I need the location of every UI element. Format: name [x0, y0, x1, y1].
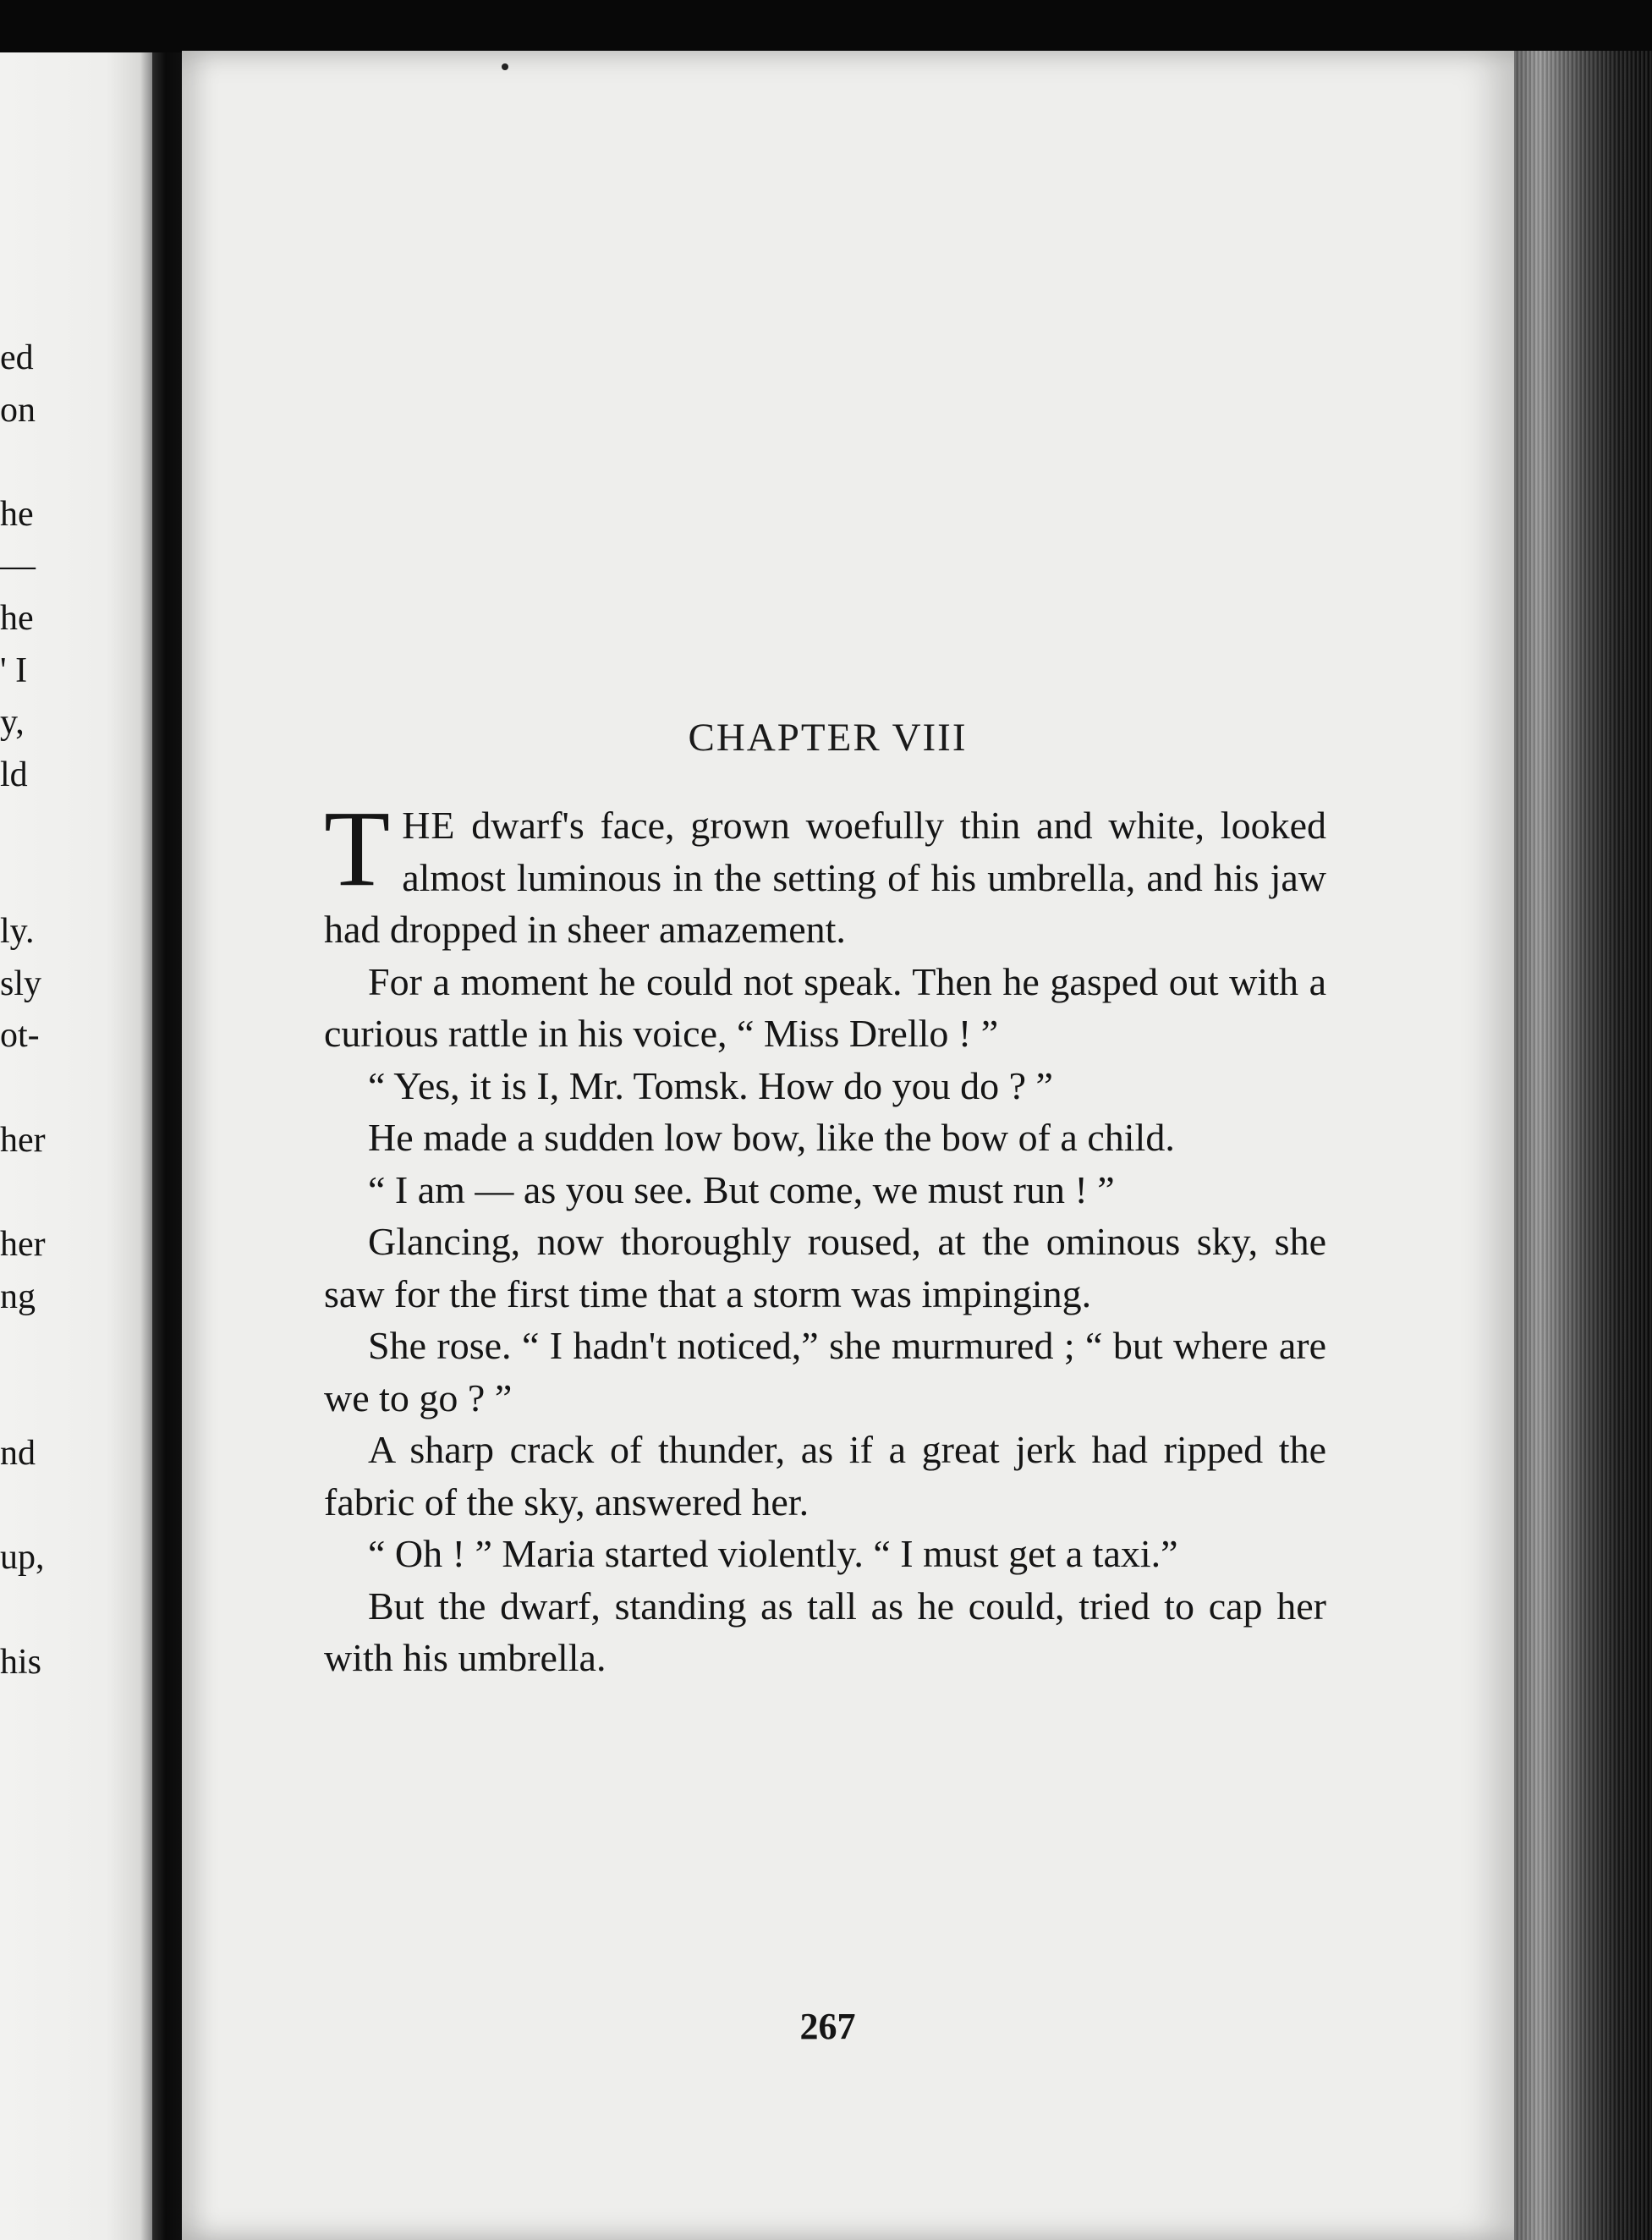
- paragraph: “ Oh ! ” Maria started violently. “ I must get a taxi.”: [368, 1532, 1178, 1575]
- left-facing-page: [0, 52, 152, 2240]
- opening-text: dwarf's face, grown woefully thin and white, looked almost luminous in the setting of his umbrella, and his jaw had dropped in sheer amazement.: [324, 804, 1326, 951]
- left-page-fragment: her: [0, 1225, 46, 1264]
- paragraph: He made a sudden low bow, like the bow of a child.: [368, 1116, 1175, 1159]
- paragraph: “ Yes, it is I, Mr. Tomsk. How do you do ? ”: [368, 1063, 1053, 1107]
- left-page-fragment: his: [0, 1643, 42, 1682]
- opening-word: HE: [402, 804, 456, 847]
- left-page-fragment: on: [0, 391, 36, 430]
- left-page-fragment: y,: [0, 703, 25, 742]
- left-page-fragment: ld: [0, 755, 28, 794]
- ink-speck: [502, 63, 508, 70]
- left-page-fragment: —: [0, 546, 36, 585]
- opening-paragraph: [324, 788, 1326, 956]
- drop-cap: T: [324, 788, 391, 909]
- paragraph: For a moment he could not speak. Then he gasped out with a curious rattle in his voice, “ Miss Drello ! ”: [324, 959, 1326, 1055]
- left-page-fragment: her: [0, 1121, 46, 1160]
- chapter-heading: CHAPTER VIII: [688, 716, 968, 760]
- left-page-fragment: sly: [0, 964, 42, 1003]
- left-page-fragment: ot-: [0, 1016, 40, 1055]
- paragraph: A sharp crack of thunder, as if a great jerk had ripped the fabric of the sky, answered her.: [324, 1428, 1326, 1524]
- page-number: 267: [799, 2006, 856, 2047]
- left-page-fragment: ed: [0, 338, 34, 377]
- left-page-fragment: he: [0, 599, 34, 638]
- left-page-fragment: he: [0, 495, 34, 534]
- paragraph: She rose. “ I hadn't noticed,” she murmured ; “ but where are we to go ? ”: [324, 1324, 1326, 1419]
- left-page-fragment: ' I: [0, 651, 28, 690]
- left-page-fragment: up,: [0, 1538, 45, 1577]
- paragraph: Glancing, now thoroughly roused, at the ominous sky, she saw for the first time that a storm was impinging.: [324, 1220, 1326, 1315]
- paragraph: “ I am — as you see. But come, we must run ! ”: [368, 1167, 1115, 1211]
- page-edges: [1514, 51, 1652, 2240]
- left-page-fragment: nd: [0, 1434, 36, 1473]
- left-page-fragment: ly.: [0, 912, 35, 951]
- body-text: [324, 788, 1326, 1684]
- book-gutter: [152, 52, 186, 2240]
- paragraph: But the dwarf, standing as tall as he could, tried to cap her with his umbrella.: [324, 1584, 1326, 1679]
- left-page-fragment: ng: [0, 1277, 36, 1316]
